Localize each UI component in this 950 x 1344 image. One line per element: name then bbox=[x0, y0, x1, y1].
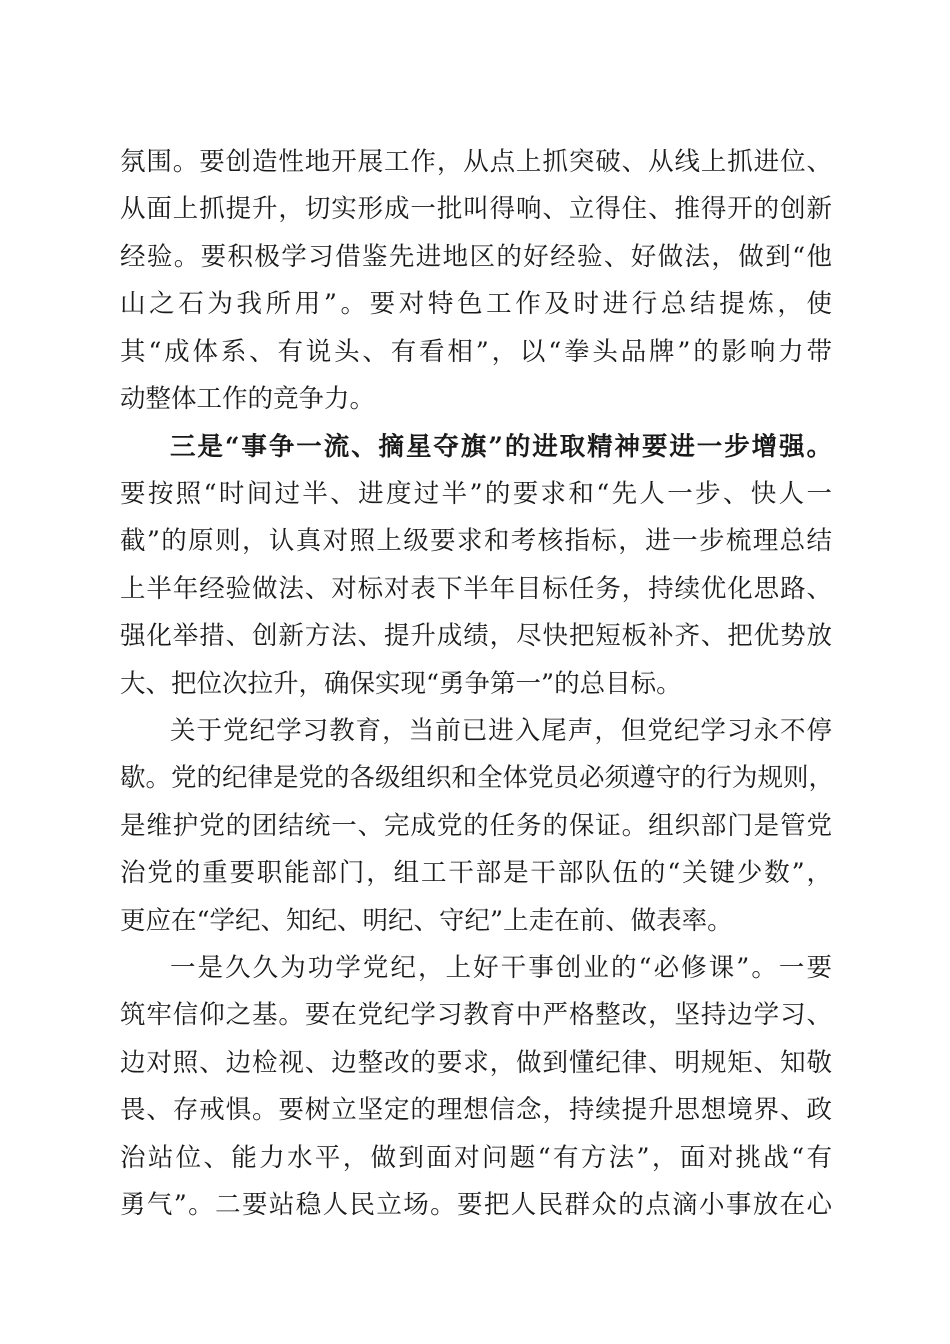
text-line: 其“成体系、有说头、有看相”，以“拳头品牌”的影响力带 bbox=[120, 337, 832, 367]
text-line: 要按照“时间过半、进度过半”的要求和“先人一步、快人一 bbox=[120, 479, 832, 509]
text-line: 山之石为我所用”。要对特色工作及时进行总结提炼，使 bbox=[120, 289, 832, 319]
text-line: 关于党纪学习教育，当前已进入尾声，但党纪学习永不停 bbox=[170, 716, 832, 746]
text-line: 筑牢信仰之基。要在党纪学习教育中严格整改，坚持边学习、 bbox=[120, 1000, 832, 1030]
text-line: 治党的重要职能部门，组工干部是干部队伍的“关键少数”， bbox=[120, 858, 832, 888]
text-line: 歇。党的纪律是党的各级组织和全体党员必须遵守的行为规则， bbox=[120, 763, 835, 793]
text-line: 上半年经验做法、对标对表下半年目标任务，持续优化思路、 bbox=[120, 574, 832, 604]
text-line: 氛围。要创造性地开展工作，从点上抓突破、从线上抓进位、 bbox=[120, 147, 832, 177]
text-line: 经验。要积极学习借鉴先进地区的好经验、好做法，做到“他 bbox=[120, 242, 832, 272]
text-line: 畏、存戒惧。要树立坚定的理想信念，持续提升思想境界、政 bbox=[120, 1095, 832, 1125]
text-line: 强化举措、创新方法、提升成绩，尽快把短板补齐、把优势放 bbox=[120, 621, 832, 651]
text-line: 动整体工作的竞争力。 bbox=[120, 384, 376, 414]
text-line: 截”的原则，认真对照上级要求和考核指标，进一步梳理总结 bbox=[120, 526, 832, 556]
text-line: 大、把位次拉升，确保实现“勇争第一”的总目标。 bbox=[120, 669, 682, 699]
text-line: 从面上抓提升，切实形成一批叫得响、立得住、推得开的创新 bbox=[120, 194, 832, 224]
text-line: 更应在“学纪、知纪、明纪、守纪”上走在前、做表率。 bbox=[120, 906, 733, 936]
text-line: 治站位、能力水平，做到面对问题“有方法”，面对挑战“有 bbox=[120, 1143, 832, 1173]
text-line: 勇气”。二要站稳人民立场。要把人民群众的点滴小事放在心 bbox=[120, 1190, 832, 1220]
text-line: 是维护党的团结统一、完成党的任务的保证。组织部门是管党 bbox=[120, 811, 832, 841]
section-heading: 三是“事争一流、摘星夺旗”的进取精神要进一步增强。 bbox=[170, 432, 832, 462]
text-line: 一是久久为功学党纪，上好干事创业的“必修课”。一要 bbox=[170, 953, 832, 983]
text-line: 边对照、边检视、边整改的要求，做到懂纪律、明规矩、知敬 bbox=[120, 1048, 832, 1078]
